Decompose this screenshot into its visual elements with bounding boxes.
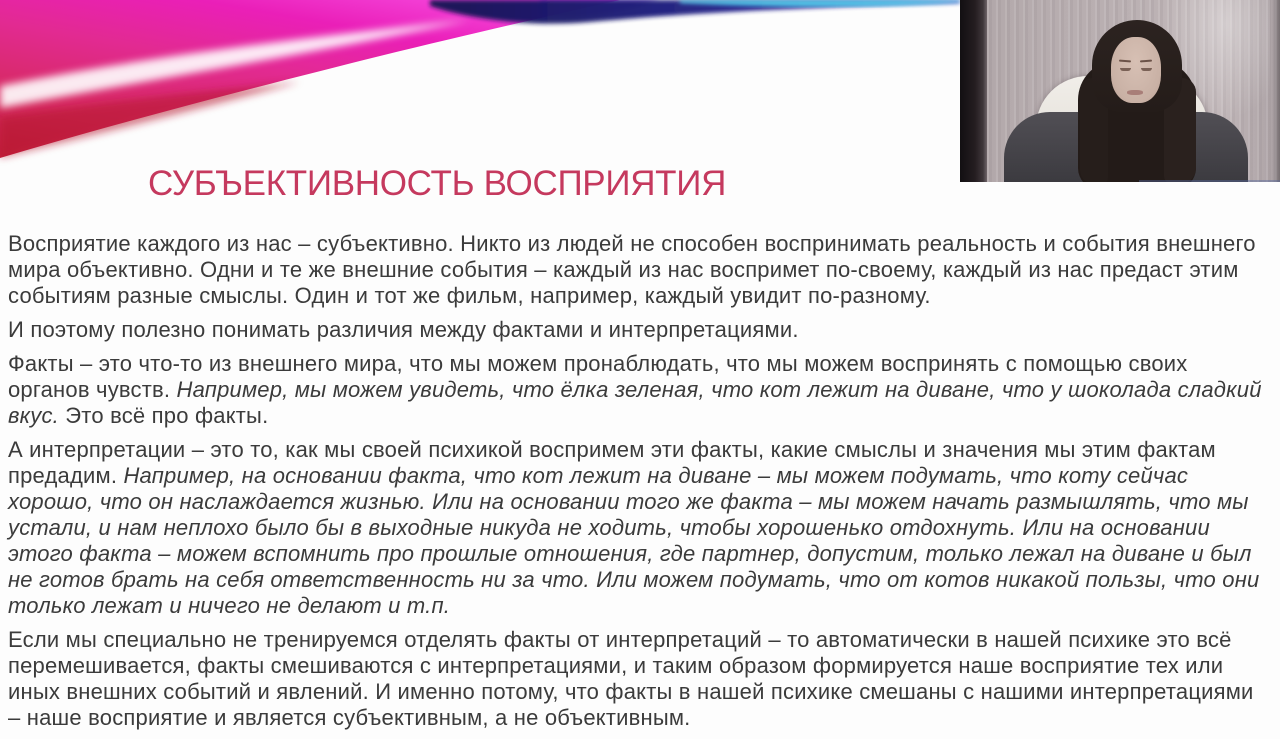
paragraph	[8, 627, 1272, 731]
paragraph-segment: Это всё про факты.	[65, 403, 269, 428]
paragraph-segment: Восприятие каждого из нас – субъективно. Никто из людей не способен воспринимать реальность и события внешнего мира объективно. Одни и те же внешние события – каждый из нас воспримет по-своему, каждый из нас предаст этим событиям разные смыслы. Один и тот же фильм, например, каждый увидит по-разному.	[8, 231, 1256, 308]
paragraph-segment: Если мы специально не тренируемся отделять факты от интерпретаций – то автоматически в нашей психике это всё перемешивается, факты смешиваются с интерпретациями, и таким образом формируется наше восприятие тех или иных внешних событий и явлений. И именно потому, что факты в нашей психике смешаны с нашими интерпретациями – наше восприятие и является субъективным, а не объективным.	[8, 627, 1254, 730]
webcam-bottom-edge-line	[1139, 180, 1280, 182]
slide-title: СУБЪЕКТИВНОСТЬ ВОСПРИЯТИЯ	[148, 164, 727, 203]
paragraph	[8, 351, 1272, 429]
paragraph-segment-italic: Например, мы можем увидеть, что ёлка зеленая, что кот лежит на диване, что у шоколада сладкий вкус.	[8, 377, 1262, 428]
webcam-right-shade	[1272, 0, 1280, 182]
presenter-eye-left	[1120, 68, 1131, 71]
paragraph-segment: А интерпретации – это то, как мы своей психикой воспримем эти факты, какие смыслы и значения мы этим фактам предадим.	[8, 437, 1216, 488]
paragraph-segment-italic: Например, на основании факта, что кот лежит на диване – мы можем подумать, что коту сейчас хорошо, что он наслаждается жизнью. Или на основании того же факта – мы можем начать размышлять, что мы устали, и нам неплохо было бы в выходные никуда не ходить, чтобы хорошенько отдохнуть. Или на основании этого факта – можем вспомнить про прошлые отношения, где партнер, допустим, только лежал на диване и был не готов брать на себя ответственность ни за что. Или можем подумать, что от котов никакой пользы, что они только лежат и ничего не делают и т.п.	[8, 463, 1260, 618]
presenter-eye-right	[1141, 68, 1152, 71]
paragraph	[8, 317, 1272, 343]
paragraph-segment: Факты – это что-то из внешнего мира, что мы можем пронаблюдать, что мы можем воспринять с помощью своих органов чувств.	[8, 351, 1188, 402]
paragraph	[8, 231, 1272, 309]
paragraph	[8, 437, 1272, 619]
paragraph-segment: И поэтому полезно понимать различия между фактами и интерпретациями.	[8, 317, 799, 342]
presenter-lips	[1127, 90, 1143, 95]
presenter-webcam-overlay	[960, 0, 1280, 182]
webcam-dark-wardrobe-edge	[960, 0, 987, 182]
slide-body-text	[8, 231, 1272, 739]
